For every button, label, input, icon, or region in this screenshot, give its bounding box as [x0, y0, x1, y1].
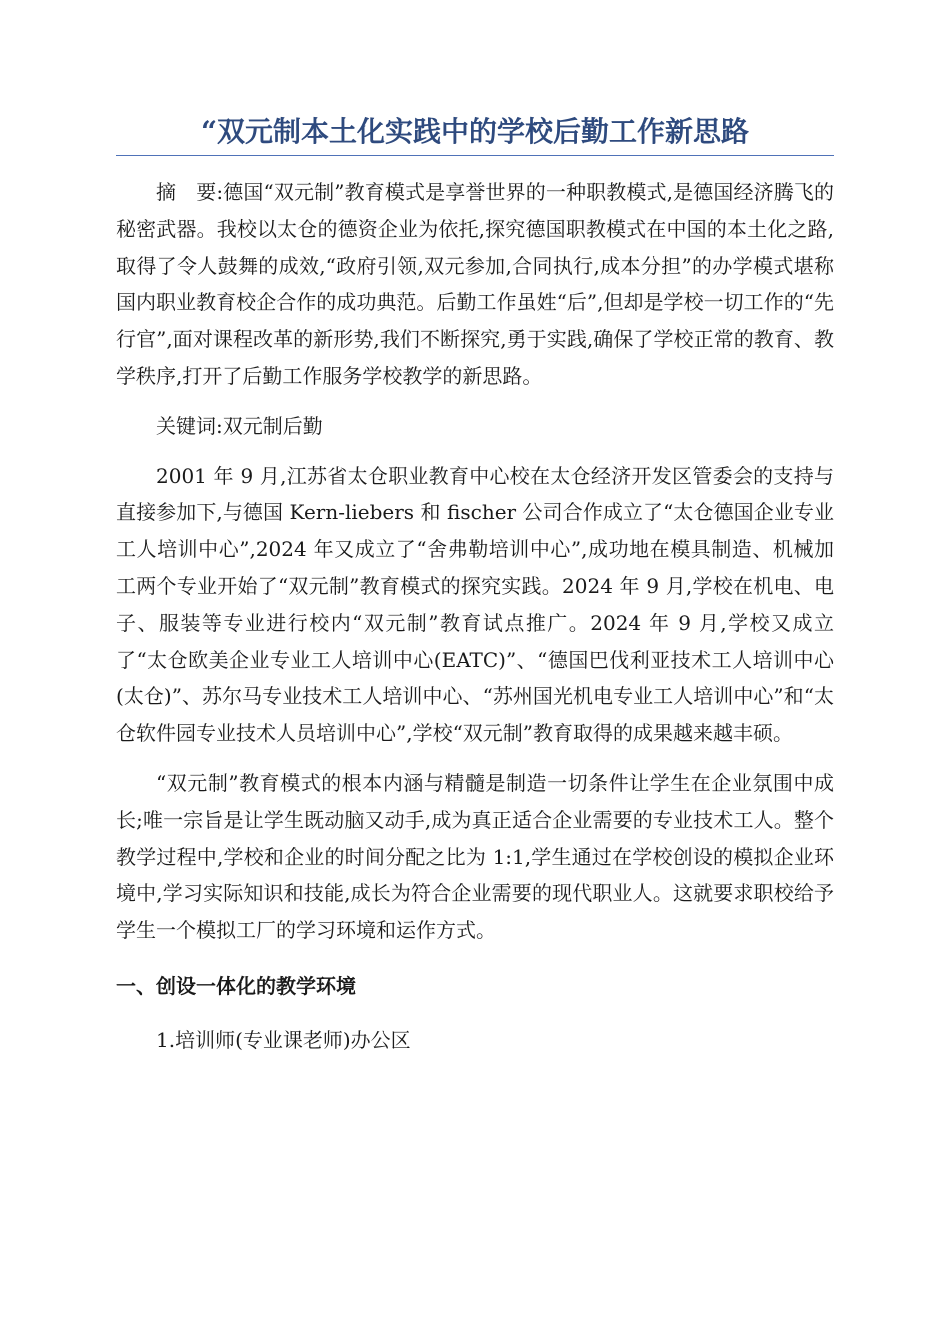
document-title: “双元制本土化实践中的学校后勤工作新思路: [116, 112, 834, 156]
document-page: [116, 112, 834, 1059]
body-paragraph-2: “双元制”教育模式的根本内涵与精髓是制造一切条件让学生在企业氛围中成长;唯一宗旨是让学生既动脑又动手,成为真正适合企业需要的专业技术工人。整个教学过程中,学校和企业的时间分配之比为 1:1,学生通过在学校创设的模拟企业环境中,学习实际知识和技能,成长为符合企业需要的现代职业人。这就要求职校给予学生一个模拟工厂的学习环境和运作方式。: [116, 770, 834, 943]
keywords-line: 关键词:双元制后勤: [156, 413, 323, 438]
abstract-paragraph: 摘 要:德国“双元制”教育模式是享誉世界的一种职教模式,是德国经济腾飞的秘密武器。我校以太仓的德资企业为依托,探究德国职教模式在中国的本土化之路,取得了令人鼓舞的成效,“政府引领,双元参加,合同执行,成本分担”的办学模式堪称国内职业教育校企合作的成功典范。后勤工作虽姓“后”,但却是学校一切工作的“先行官”,面对课程改革的新形势,我们不断探究,勇于实践,确保了学校正常的教育、教学秩序,打开了后勤工作服务学校教学的新思路。: [116, 180, 834, 388]
section-heading: 一、创设一体化的教学环境: [116, 973, 356, 998]
body-paragraph-1: 2001 年 9 月,江苏省太仓职业教育中心校在太仓经济开发区管委会的支持与直接参加下,与德国 Kern-liebers 和 fischer 公司合作成立了“太仓德国企业专业工人培训中心”,2024 年又成立了“舍弗勒培训中心”,成功地在模具制造、机械加工两个专业开始了“双元制”教育模式的探究实践。2024 年 9 月,学校在机电、电子、服装等专业进行校内“双元制”教育试点推广。2024 年 9 月,学校又成立了“太仓欧美企业专业工人培训中心(EATC)”、“德国巴伐利亚技术工人培训中心(太仓)”、苏尔马专业技术工人培训中心、“苏州国光机电专业工人培训中心”和“太仓软件园专业技术人员培训中心”,学校“双元制”教育取得的成果越来越丰硕。: [116, 463, 834, 746]
subsection-heading: 1.培训师(专业课老师)办公区: [156, 1027, 411, 1052]
